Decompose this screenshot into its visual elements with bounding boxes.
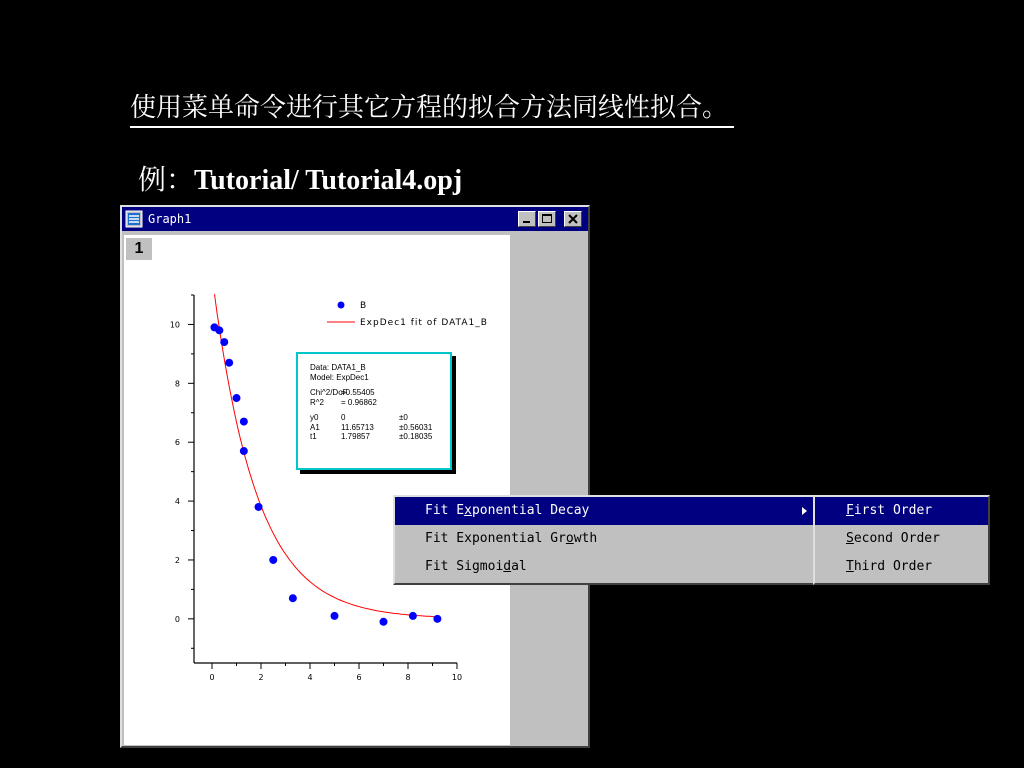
layer-number-label[interactable]: 1	[126, 238, 152, 260]
menu-accelerator: x	[464, 503, 472, 518]
x-tick-label: 6	[356, 673, 362, 682]
graph-window[interactable]	[120, 205, 590, 748]
y-tick-label: 2	[174, 555, 180, 565]
menu-item-label: Fit Sigmoidal	[425, 559, 527, 574]
chart-svg[interactable]	[124, 235, 510, 745]
fit-info-row: Model: ExpDec1	[310, 372, 369, 382]
fit-info-cell: t1	[310, 432, 317, 441]
maximize-icon	[539, 212, 555, 226]
data-point[interactable]	[225, 359, 233, 367]
y-tick-label: 6	[174, 438, 180, 448]
data-point[interactable]	[433, 615, 441, 623]
example-path: Tutorial/ Tutorial4.opj	[194, 165, 463, 196]
menu-item-label: First Order	[846, 503, 933, 518]
maximize-button[interactable]	[538, 211, 556, 227]
window-gray-area	[510, 235, 586, 745]
window-title: Graph1	[148, 212, 192, 226]
data-point[interactable]	[409, 612, 417, 620]
data-point[interactable]	[240, 418, 248, 426]
order-menu-item[interactable]	[815, 553, 988, 581]
y-tick-label: 8	[174, 379, 180, 389]
graph-window-icon[interactable]	[125, 210, 143, 228]
fit-info-row	[310, 432, 450, 442]
x-tick-label: 10	[451, 673, 463, 682]
fit-info-cell: = 0.96862	[341, 397, 377, 407]
data-point[interactable]	[240, 447, 248, 455]
x-tick-label: 0	[209, 673, 215, 682]
menu-accelerator: S	[846, 531, 854, 546]
legend-label-fit: ExpDec1 fit of DATA1_B	[360, 318, 488, 328]
menu-item-label: Fit Exponential Growth	[425, 531, 598, 546]
fit-info-row	[310, 423, 450, 433]
submenu-arrow-icon	[801, 506, 809, 516]
legend-marker-b	[338, 302, 345, 309]
data-point[interactable]	[380, 618, 388, 626]
legend-label-b: B	[360, 301, 367, 311]
order-submenu[interactable]	[813, 495, 990, 585]
fit-results-box[interactable]	[296, 352, 452, 470]
data-point[interactable]	[269, 556, 277, 564]
fit-info-cell: 1.79857	[341, 432, 370, 441]
fit-menu-item[interactable]	[395, 553, 813, 581]
fit-menu-item[interactable]	[395, 525, 813, 553]
fit-menu[interactable]	[393, 495, 815, 585]
x-tick-label: 4	[307, 673, 313, 682]
fit-info-row	[310, 413, 450, 423]
menu-accelerator: d	[503, 559, 512, 574]
graph-page[interactable]	[124, 235, 510, 745]
y-tick-label: 4	[174, 497, 180, 507]
close-button[interactable]	[564, 211, 582, 227]
data-point[interactable]	[289, 594, 297, 602]
menu-accelerator: T	[846, 559, 854, 574]
example-label: 例：	[138, 163, 195, 196]
fit-info-cell: A1	[310, 422, 320, 432]
minimize-button[interactable]	[518, 211, 536, 227]
fit-info-row	[310, 398, 450, 408]
minimize-icon	[519, 212, 535, 226]
fit-info-row: Data: DATA1_B	[310, 363, 366, 372]
slide-example	[138, 162, 462, 199]
data-point[interactable]	[233, 394, 241, 402]
data-point[interactable]	[215, 326, 223, 334]
window-titlebar[interactable]	[122, 207, 588, 231]
data-point[interactable]	[331, 612, 339, 620]
x-tick-label: 2	[258, 673, 264, 682]
menu-item-label: Third Order	[846, 559, 933, 574]
menu-item-label: Second Order	[846, 531, 940, 546]
data-point[interactable]	[220, 338, 228, 346]
fit-info-cell: R^2	[310, 397, 324, 407]
fit-info-cell: =0.55405	[341, 388, 375, 397]
fit-info-cell: y0	[310, 413, 319, 422]
data-point[interactable]	[255, 503, 263, 511]
order-menu-item[interactable]	[815, 525, 988, 553]
fit-info-cell: ±0.56031	[399, 422, 433, 432]
fit-menu-item[interactable]	[395, 497, 813, 525]
y-tick-label: 10	[169, 320, 180, 330]
fit-info-row	[310, 388, 450, 398]
fit-info-cell: ±0	[399, 413, 408, 422]
menu-item-label: Fit Exponential Decay	[425, 503, 590, 518]
fit-info-cell: 11.65713	[341, 422, 374, 432]
order-menu-item[interactable]	[815, 497, 988, 525]
fit-info-cell: Chi^2/DoF	[310, 388, 348, 397]
close-icon	[565, 212, 581, 226]
x-tick-label: 8	[405, 673, 411, 682]
y-tick-label: 0	[174, 614, 180, 624]
menu-accelerator: F	[846, 503, 854, 518]
menu-accelerator: o	[565, 531, 574, 546]
fit-info-cell: 0	[341, 413, 346, 422]
slide-title: 使用菜单命令进行其它方程的拟合方法同线性拟合。	[130, 92, 734, 128]
fit-info-cell: ±0.18035	[399, 432, 433, 441]
